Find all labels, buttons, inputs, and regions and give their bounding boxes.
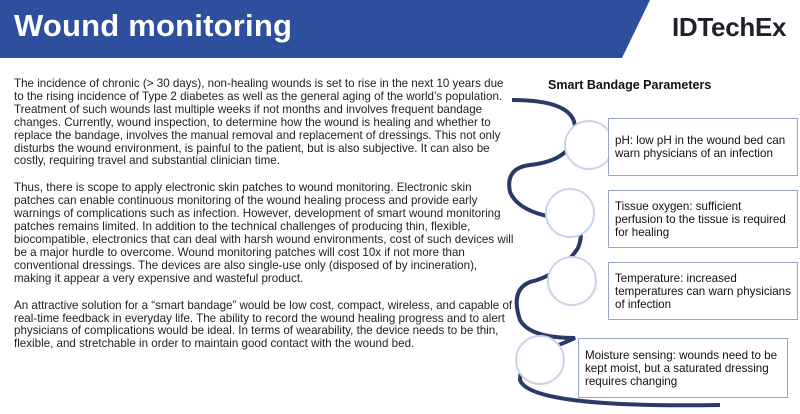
parameter-temperature: Temperature: increased temperatures can warn physicians of infection [608, 262, 798, 320]
item-node [564, 120, 614, 170]
panel-title: Smart Bandage Parameters [548, 78, 712, 92]
parameter-moisture: Moisture sensing: wounds need to be kept moist, but a saturated dressing requires changing [578, 338, 788, 398]
item-node [547, 256, 597, 306]
idtechex-logo: IDTechEx [672, 12, 787, 42]
item-node [545, 188, 595, 238]
parameter-ph: pH: low pH in the wound bed can warn physicians of an infection [608, 118, 798, 176]
item-node [515, 335, 565, 385]
paragraph: The incidence of chronic (> 30 days), non-healing wounds is set to rise in the next 10 years due to the rising incidence of Type 2 diabetes as well as the general aging of the world’s population. Treatment of such wounds last multiple weeks if not months and involves frequent bandage changes. Currently, wound inspection, to determine how the wound is healing and whether to replace the bandage, involves the manual removal and replacement of dressings. This not only disturbs the wound environment, is painful to the patient, but is also subjective. It can also be costly, requiring travel and substantial clinician time. [14, 77, 504, 168]
paragraph: An attractive solution for a “smart bandage” would be low cost, compact, wireless, and capable of real-time feedback in everyday life. The ability to record the wound healing progress and to alert physicians of complications would be ideal. In terms of wearability, the device needs to be thin, flexible, and stretchable in order to maintain good contact with the wound bed. [14, 298, 513, 351]
parameter-tissue-oxygen: Tissue oxygen: sufficient perfusion to the tissue is required for healing [608, 190, 798, 248]
paragraph: Thus, there is scope to apply electronic skin patches to wound monitoring. Electronic skin patches can enable continuous monitoring of the wound healing process and provide early warnings of complications such as infection. However, development of smart wound monitoring patches remains limited. In addition to the technical challenges of producing thin, flexible, biocompatible, electronics that can deal with harsh wound environments, cost of such devices will be a major hurdle to overcome. Wound monitoring patches will cost 10x if not more than conventional dressings. The devices are also single-use only (disposed of by incineration), making it appear a very expensive and wasteful product. [14, 181, 514, 285]
page-title: Wound monitoring [14, 8, 293, 43]
